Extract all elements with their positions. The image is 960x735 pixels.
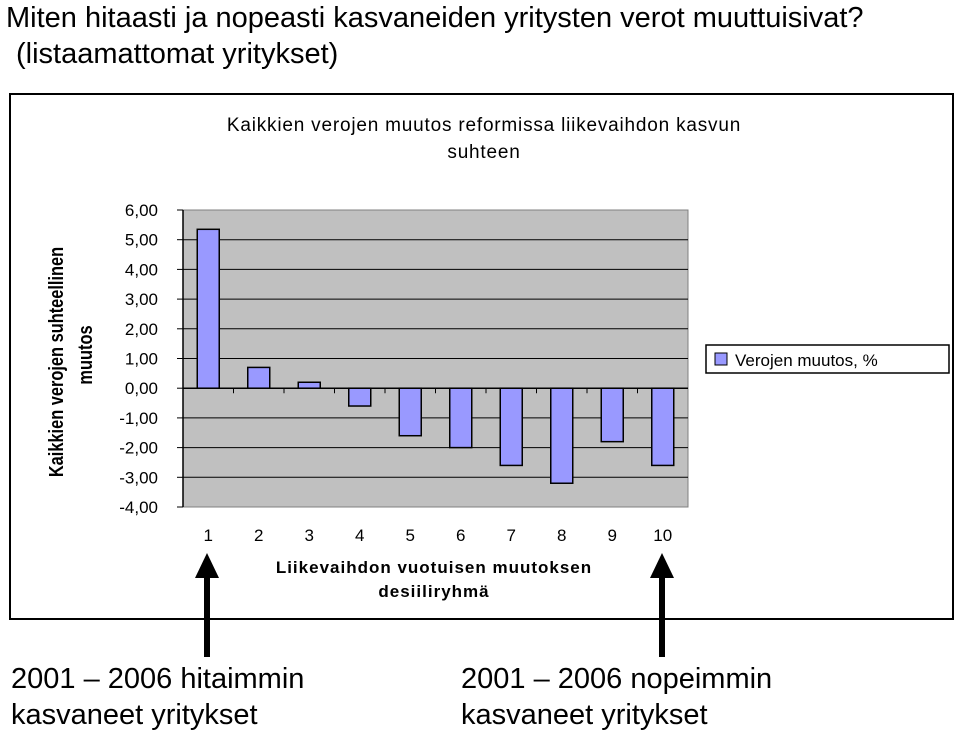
y-tick-label: 4,00: [124, 260, 158, 280]
x-tick-label: 7: [506, 526, 516, 545]
y-axis-label-line2: muutos: [73, 325, 97, 385]
x-tick-label: 8: [557, 526, 567, 545]
y-tick-label: -2,00: [119, 438, 158, 458]
y-tick-label: -4,00: [119, 498, 158, 517]
legend-label: Verojen muutos, %: [735, 351, 878, 370]
y-tick-label: 5,00: [124, 230, 158, 250]
chart-title-line2: suhteen: [447, 142, 521, 163]
slide-title-line1: Miten hitaasti ja nopeasti kasvaneiden yritysten verot muuttuisivat?: [6, 2, 864, 34]
bar: [601, 388, 623, 441]
x-tick-label: 2: [254, 526, 264, 545]
caption-left-line2: kasvaneet yritykset: [11, 699, 258, 731]
x-tick-label: 4: [355, 526, 365, 545]
caption-right-line2: kasvaneet yritykset: [461, 699, 708, 731]
y-tick-label: 2,00: [124, 319, 158, 339]
bar: [349, 388, 371, 406]
bar: [197, 229, 219, 388]
x-tick-label: 5: [405, 526, 415, 545]
x-tick-label: 1: [203, 526, 213, 545]
x-axis-label-line1: Liikevaihdon vuotuisen muutoksen: [275, 558, 593, 577]
caption-slowest-growth: [11, 661, 304, 733]
y-tick-label: 6,00: [124, 201, 158, 220]
y-tick-label: -3,00: [119, 468, 158, 488]
y-tick-label: 1,00: [124, 349, 158, 369]
bar: [551, 388, 573, 483]
legend-swatch: [715, 353, 727, 365]
y-axis-label-line1: Kaikkien verojen suhteellinen: [44, 246, 68, 478]
arrow-to-group-1-shaft: [204, 577, 210, 657]
caption-fastest-growth: [461, 661, 772, 733]
x-tick-label: 9: [607, 526, 617, 545]
y-tick-label: 3,00: [124, 290, 158, 310]
bar: [500, 388, 522, 465]
bar: [450, 388, 472, 447]
bar: [248, 367, 270, 388]
caption-right-line1: 2001 – 2006 nopeimmin: [461, 663, 773, 695]
x-tick-label: 10: [653, 526, 673, 545]
bar: [399, 388, 421, 436]
y-tick-label: -1,00: [119, 408, 158, 428]
chart-title-line1: Kaikkien verojen muutos reformissa liikevaihdon kasvun: [226, 115, 742, 136]
y-tick-label: 0,00: [124, 379, 158, 399]
x-axis-label-line2: desiiliryhmä: [378, 582, 490, 601]
bar: [652, 388, 674, 465]
x-tick-label: 3: [304, 526, 314, 545]
bar: [298, 382, 320, 388]
caption-left-line1: 2001 – 2006 hitaimmin: [11, 663, 305, 695]
x-tick-label: 6: [456, 526, 466, 545]
arrow-to-group-1-head: [195, 553, 219, 578]
arrow-to-group-10-head: [650, 553, 674, 578]
slide-title-line2: (listaamattomat yritykset): [16, 38, 339, 70]
arrow-to-group-10-shaft: [659, 577, 665, 657]
